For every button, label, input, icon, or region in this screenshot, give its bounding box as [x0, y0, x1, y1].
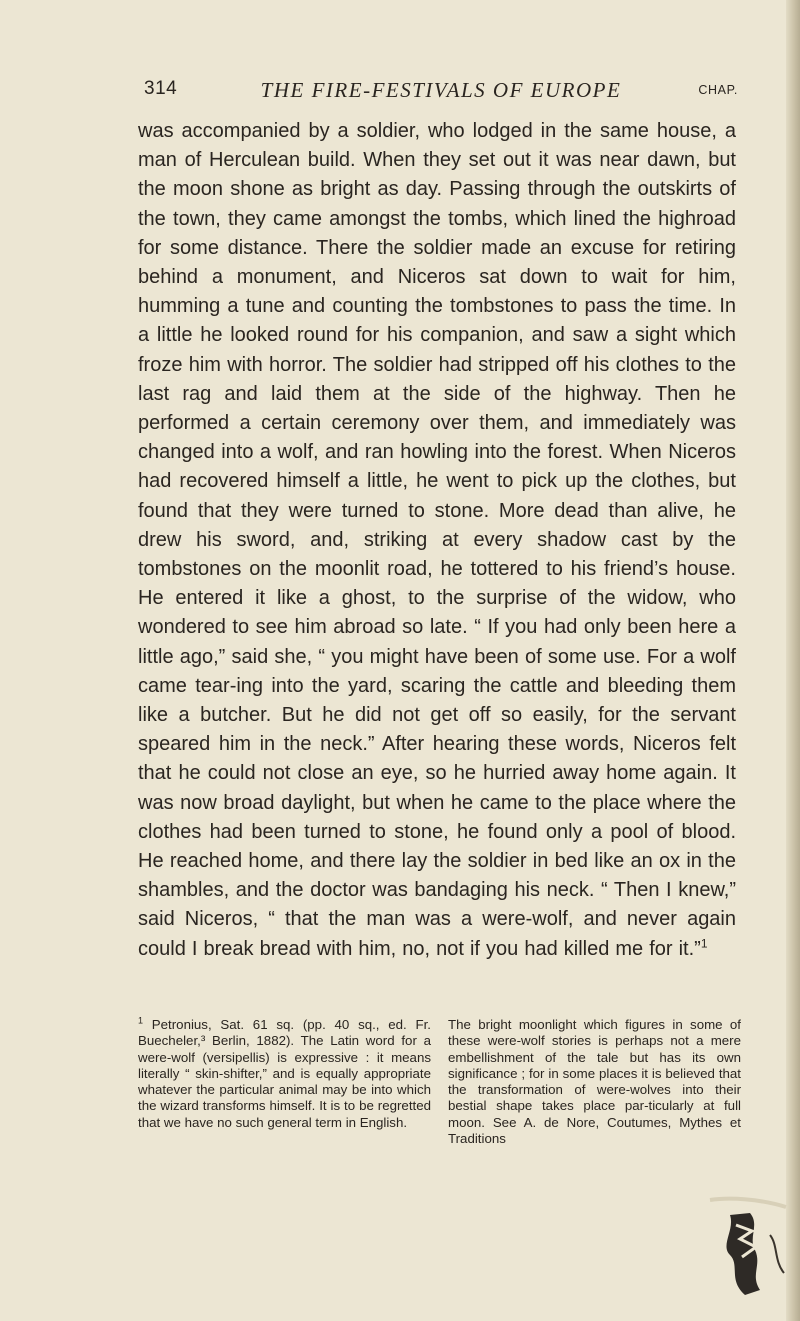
- chapter-mark: CHAP.: [698, 83, 738, 97]
- footnote-right-column: [448, 1017, 741, 1147]
- page-edge: [786, 0, 800, 1321]
- body-text: was accompanied by a soldier, who lodged in the same house, a man of Herculean build. When they set out it was near dawn, but the moon shone as bright as day. Passing through the outskirts of the town, they came amongst the tombs, which lined the highroad for some distance. There the soldier made an excuse for retiring behind a monument, and Niceros sat down to wait for him, humming a tune and counting the tombstones to pass the time. In a little he looked round for his companion, and saw a sight which froze him with horror. The soldier had stripped off his clothes to the last rag and laid them at the side of the highway. Then he performed a certain ceremony over them, and immediately was changed into a wolf, and ran howling into the forest. When Niceros had recovered himself a little, he went to pick up the clothes, but found that they were turned to stone. More dead than alive, he drew his sword, and, striking at every shadow cast by the tombstones on the moonlit road, he tottered to his friend’s house. He entered it like a ghost, to the surprise of the widow, who wondered to see him abroad so late. “ If you had only been here a little ago,” said she, “ you might have been of some use. For a wolf came tear-ing into the yard, scaring the cattle and bleeding them like a butcher. But he did not get off so easily, for the servant speared him in the neck.” After hearing these words, Niceros felt that he could not close an eye, so he hurried away home again. It was now broad daylight, but when he came to the place where the clothes had been turned to stone, he found only a pool of blood. He reached home, and there lay the soldier in bed like an ox in the shambles, and the doctor was bandaging his neck. “ Then I knew,” said Niceros, “ that the man was a were-wolf, and never again could I break bread with him, no, not if you had killed me for it.”: [138, 120, 736, 960]
- footnote-right-text: The bright moonlight which figures in some of these were-wolf stories is perhaps not a mere embellishment of the tale but has its own significance ; for in some places it is believed that the transformation of were-wolves into their bestial shape takes place par-ticularly at full moon. See A. de Nore, Coutumes, Mythes et Traditions: [448, 1017, 741, 1147]
- running-title: THE FIRE-FESTIVALS OF EUROPE: [260, 78, 622, 102]
- footnote-marker: 1: [138, 1015, 144, 1026]
- footnote-left-text: Petronius, Sat. 61 sq. (pp. 40 sq., ed. Fr. Buecheler,³ Berlin, 1882). The Latin word for a were-wolf (versipellis) is expressive : it means literally “ skin-shifter,” and is equally appropriate whatever the particular animal may be into which the wizard transforms himself. It is to be regretted that we have no such general term in English.: [138, 1017, 432, 1130]
- footnote-reference: 1: [700, 936, 708, 951]
- running-header: [144, 78, 738, 108]
- page-number: 314: [144, 78, 178, 99]
- torn-paper-mark-icon: [700, 1195, 790, 1305]
- footnote-left-column: [138, 1017, 431, 1131]
- body-paragraph: [138, 117, 736, 964]
- footnotes: [138, 1015, 741, 1147]
